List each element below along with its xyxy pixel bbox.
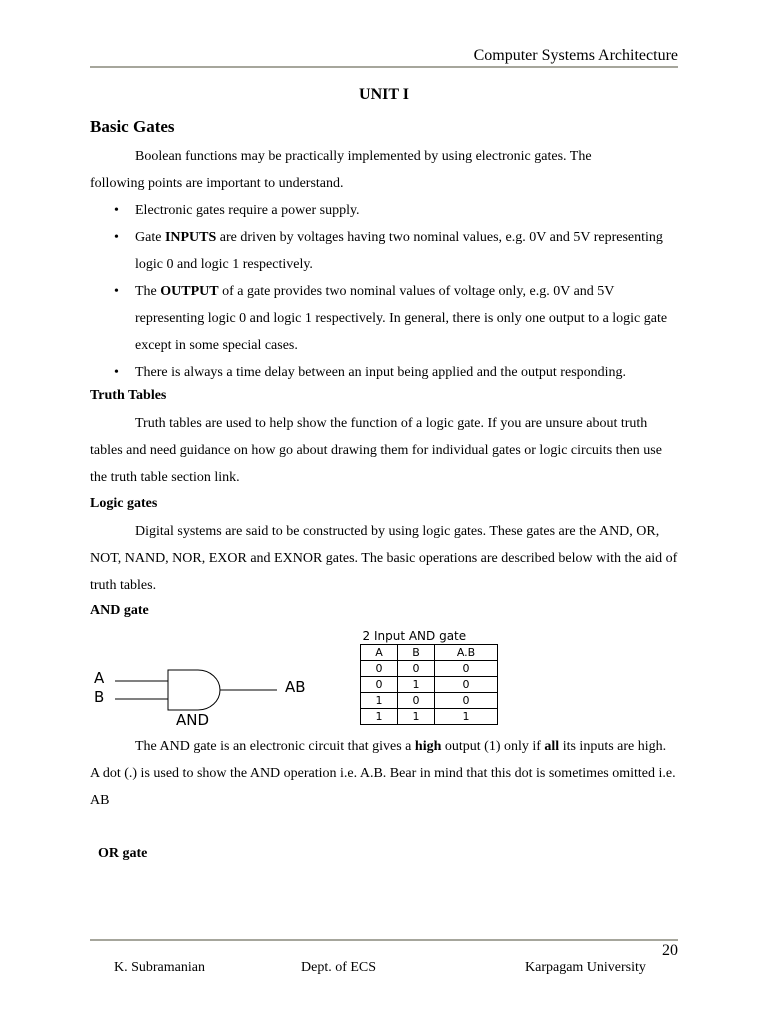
- page-header-title: Computer Systems Architecture: [473, 47, 678, 64]
- and-gate-symbol-icon: [168, 670, 220, 710]
- unit-title: UNIT I: [359, 86, 409, 103]
- table-row: 1 1 1: [361, 709, 498, 725]
- table-row: 0 0 0: [361, 661, 498, 677]
- list-item: • Gate INPUTS are driven by voltages having two nominal values, e.g. 0V and 5V representing logic 0 and logic 1 respectively.: [90, 224, 678, 278]
- truth-table-caption: 2 Input AND gate: [361, 629, 498, 645]
- key-points-list: [90, 197, 678, 386]
- page-number: 20: [662, 942, 678, 959]
- or-gate-heading: OR gate: [98, 846, 148, 861]
- table-row: 1 0 0: [361, 693, 498, 709]
- input-b-label: B: [94, 688, 105, 706]
- column-header: B: [398, 645, 435, 661]
- intro-line-2: following points are important to understand.: [90, 176, 344, 191]
- logic-gates-heading: Logic gates: [90, 496, 158, 511]
- footer-university: Karpagam University: [525, 960, 646, 975]
- column-header: A.B: [435, 645, 498, 661]
- gate-name-label: AND: [176, 711, 210, 729]
- truth-tables-heading: Truth Tables: [90, 388, 167, 403]
- bullet-icon: •: [114, 284, 119, 299]
- header-divider: [90, 66, 678, 68]
- intro-line-1: Boolean functions may be practically implemented by using electronic gates. The: [135, 149, 592, 164]
- column-header: A: [361, 645, 398, 661]
- list-item: • The OUTPUT of a gate provides two nominal values of voltage only, e.g. 0V and 5V representing logic 0 and logic 1 respectively. In general, there is only one output to a logic gate except in some special cases.: [90, 278, 678, 359]
- input-a-label: A: [94, 669, 105, 687]
- section-title: Basic Gates: [90, 117, 175, 136]
- footer-divider: [90, 939, 678, 941]
- bullet-icon: •: [114, 365, 119, 380]
- truth-tables-paragraph: Truth tables are used to help show the function of a logic gate. If you are unsure about truth tables and need guidance on how go about drawing them for individual gates or logic circuits then use the truth table section link.: [90, 416, 662, 485]
- intro-paragraph: [90, 143, 678, 197]
- output-label: AB: [285, 678, 306, 696]
- list-item: • Electronic gates require a power supply.: [90, 197, 678, 224]
- list-item: • There is always a time delay between an input being applied and the output responding.: [90, 359, 678, 386]
- bullet-icon: •: [114, 230, 119, 245]
- and-gate-heading: AND gate: [90, 603, 149, 618]
- bullet-icon: •: [114, 203, 119, 218]
- footer-dept: Dept. of ECS: [301, 960, 377, 975]
- and-gate-description: The AND gate is an electronic circuit that gives a high output (1) only if all its inputs are high. A dot (.) is used to show the AND operation i.e. A.B. Bear in mind that this dot is sometimes omitted i.e. AB: [90, 739, 676, 808]
- and-truth-table: [360, 629, 498, 725]
- and-gate-diagram: [90, 664, 320, 734]
- logic-gates-paragraph: Digital systems are said to be constructed by using logic gates. These gates are the AND, OR, NOT, NAND, NOR, EXOR and EXNOR gates. The basic operations are described below with the aid of truth tables.: [90, 524, 678, 593]
- table-row: 0 1 0: [361, 677, 498, 693]
- footer-author: K. Subramanian: [114, 960, 205, 975]
